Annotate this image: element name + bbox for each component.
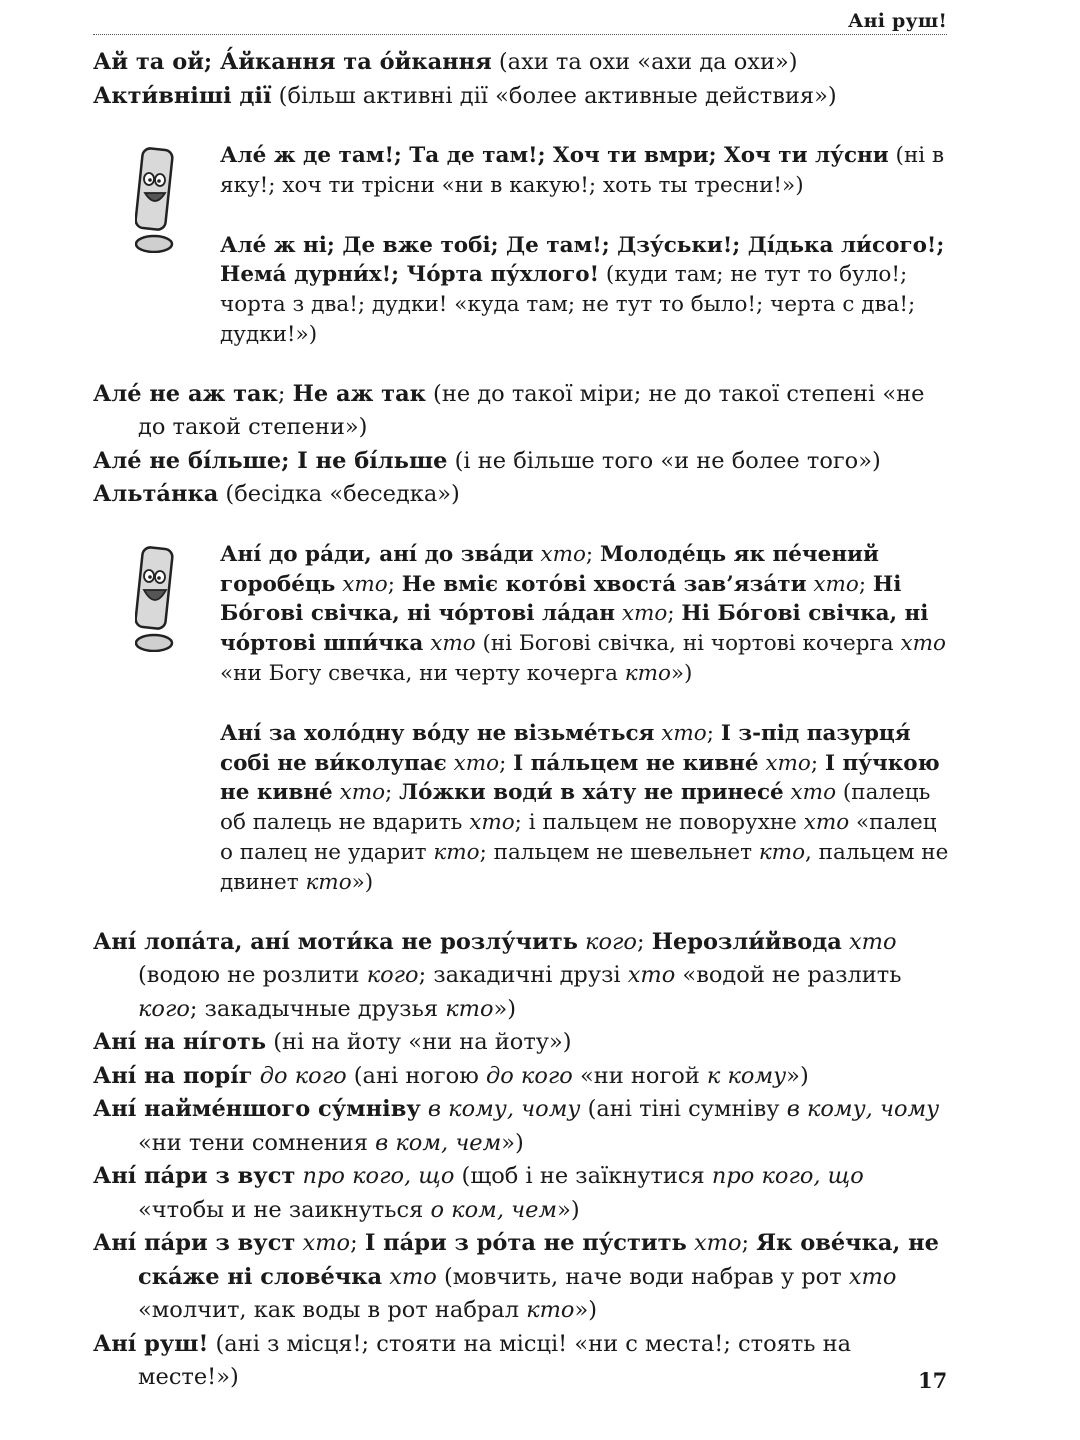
grammar-note: кого <box>366 962 419 989</box>
grammar-note: хто <box>332 780 386 806</box>
gloss-text: ; <box>706 720 721 746</box>
grammar-note: кто <box>526 1297 575 1324</box>
headword: Нерозли́йвода <box>651 928 842 955</box>
dictionary-entry <box>93 1060 955 1094</box>
callout-paragraph <box>220 540 955 689</box>
gloss-text: ; <box>636 928 652 955</box>
grammar-note: хто <box>803 810 850 836</box>
grammar-note: кого <box>577 928 637 955</box>
gloss-text: (палець об палець не вдарить <box>220 780 931 836</box>
gloss-text: «ни ногой <box>572 1062 707 1089</box>
dictionary-entry <box>93 478 955 512</box>
gloss-text: (ні Богові свічка, ні чортові кочерга <box>475 631 901 657</box>
grammar-note: хто <box>615 601 668 627</box>
entries-mid <box>93 378 955 512</box>
gloss-text: ») <box>351 869 374 895</box>
entries-top <box>93 46 955 113</box>
headword: Але́ ж де там!; Та де там!; Хоч ти вмри; Хоч ти лу́сни <box>220 143 889 168</box>
page-number: 17 <box>918 1368 948 1393</box>
grammar-note: хто <box>295 1230 351 1257</box>
gloss-text: ») <box>501 1129 524 1156</box>
gloss-text: «палец о палец не ударит <box>220 810 937 865</box>
headword: Не аж так <box>292 380 426 407</box>
gloss-text: ; закадичні друзі <box>418 962 628 989</box>
grammar-note: в кому, чому <box>786 1096 940 1123</box>
dictionary-entry <box>93 1227 955 1328</box>
gloss-text: (ані ногою <box>346 1062 486 1089</box>
headword: Ані́ на ні́готь <box>93 1029 267 1056</box>
exclamation-mascot-icon <box>135 147 185 253</box>
grammar-note: в кому, чому <box>420 1096 581 1123</box>
headword: І па́ри з ро́та не пу́стить <box>364 1230 687 1257</box>
grammar-note: хто <box>469 810 515 836</box>
grammar-note: до кого <box>252 1062 347 1089</box>
gloss-text: ; <box>387 571 402 597</box>
dictionary-entry <box>93 1328 955 1395</box>
grammar-note: кто <box>305 869 352 895</box>
entries-bottom <box>93 926 955 1395</box>
gloss-text: (ні на йоту «ни на йоту») <box>266 1029 572 1056</box>
gloss-text: ; <box>667 601 682 627</box>
gloss-text: ») <box>493 995 517 1022</box>
gloss-text: ») <box>557 1196 580 1223</box>
grammar-note: хто <box>848 1263 897 1290</box>
dictionary-entry <box>93 926 955 1027</box>
headword: Але́ ж ні; Де вже тобі; Де там!; Дзу́ськи!; Ді́дька ли́сого!; Нема́ дурни́х!; Чо́рта пу́хлого! <box>220 232 945 288</box>
gloss-text: «ни тени сомнения <box>138 1129 376 1156</box>
gloss-text: ; <box>277 380 293 407</box>
gloss-text: (мовчить, наче води набрав у рот <box>436 1263 849 1290</box>
grammar-note: хто <box>335 571 388 597</box>
headword: Ло́жки води́ в ха́ту не принесе́ <box>399 780 784 806</box>
running-title: Ані руш! <box>847 10 947 32</box>
gloss-text: «чтобы и не заикнуться <box>138 1196 431 1223</box>
grammar-note: кто <box>624 660 671 686</box>
grammar-note: про кого, що <box>295 1163 455 1190</box>
gloss-text: ; <box>810 750 825 776</box>
grammar-note: в ком, чем <box>375 1129 502 1156</box>
headword: Ані́ руш! <box>93 1330 209 1357</box>
grammar-note: хто <box>627 962 676 989</box>
callout-box-2 <box>93 540 955 898</box>
gloss-text: ; пальцем не шевельнет <box>479 839 759 865</box>
grammar-note: хто <box>446 750 500 776</box>
dictionary-entry <box>93 80 955 114</box>
grammar-note: до кого <box>485 1062 573 1089</box>
exclamation-mascot-icon <box>135 546 185 652</box>
gloss-text: (щоб і не заїкнутися <box>454 1163 712 1190</box>
gloss-text: (ані тіні сумніву <box>580 1096 787 1123</box>
gloss-text: ») <box>786 1062 809 1089</box>
dictionary-entry <box>93 378 955 445</box>
grammar-note: к кому <box>706 1062 787 1089</box>
grammar-note: хто <box>900 631 946 657</box>
dictionary-entry <box>93 46 955 80</box>
grammar-note: хто <box>654 720 707 746</box>
headword: Але́ не аж так <box>93 380 278 407</box>
headword: Ані́ найме́ншого су́мніву <box>93 1096 421 1123</box>
gloss-text: (більш активні дії «более активные действия») <box>271 82 837 109</box>
headword: Ані́ лопа́та, ані́ моти́ка не розлу́чить <box>93 928 578 955</box>
headword: Альта́нка <box>93 481 219 508</box>
gloss-text: (ні в яку!; хоч ти трісни «ни в какую!; хоть ты тресни!») <box>220 143 945 198</box>
headword: Ані́ за холо́дну во́ду не візьме́ться <box>220 720 655 746</box>
grammar-note: кто <box>445 995 494 1022</box>
headword: Ні Бо́гові свічка, ні чо́ртові ла́дан <box>220 571 902 627</box>
gloss-text: (ані з місця!; стояти на місці! «ни с места!; стоять на месте!») <box>138 1330 852 1391</box>
headword: Ані́ до ра́ди, ані́ до зва́ди <box>220 541 534 567</box>
gloss-text: ; і пальцем не поворухне <box>514 810 804 836</box>
grammar-note: о ком, чем <box>430 1196 558 1223</box>
dictionary-entry <box>93 445 955 479</box>
gloss-text: «молчит, как воды в рот набрал <box>138 1297 527 1324</box>
running-header <box>93 4 947 35</box>
gloss-text: ; <box>741 1230 757 1257</box>
gloss-text: ; <box>858 571 873 597</box>
callout-paragraph <box>220 141 955 201</box>
headword: І па́льцем не кивне́ <box>513 750 759 776</box>
grammar-note: хто <box>783 780 837 806</box>
headword: Ані́ на порі́г <box>93 1062 253 1089</box>
dictionary-entry <box>93 1093 955 1160</box>
headword: І пу́чкою не кивне́ <box>220 750 940 806</box>
gloss-text: (ахи та охи «ахи да охи») <box>491 49 798 75</box>
gloss-text: (бесідка «беседка») <box>218 481 460 508</box>
gloss-text: ») <box>574 1297 598 1324</box>
grammar-note: хто <box>423 631 476 657</box>
headword: Як ове́чка, не ска́же ні слове́чка <box>138 1230 939 1290</box>
gloss-text: (і не більше того «и не более того») <box>447 447 881 474</box>
gloss-text: «водой не разлить <box>675 962 902 989</box>
gloss-text: ; <box>499 750 514 776</box>
dictionary-body <box>93 46 955 1395</box>
gloss-text: (куди там; не тут то було!; чорта з два!; дудки! «куда там; не тут то было!; черта с два!; дудки!») <box>220 262 916 347</box>
grammar-note: кто <box>433 839 480 865</box>
headword: Ані́ па́ри з вуст <box>93 1230 296 1257</box>
grammar-note: хто <box>758 750 811 776</box>
headword: Не вміє кото́ві хвоста́ зав’яза́ти <box>401 571 807 597</box>
gloss-text: , пальцем не двинет <box>220 839 949 895</box>
gloss-text: ; закадычные друзья <box>189 995 446 1022</box>
headword: Молоде́ць як пе́чений горобе́ць <box>220 541 879 597</box>
gloss-text: ») <box>670 660 693 686</box>
headword: Ні Бо́гові свічка, ні чо́ртові шпи́чка <box>220 601 929 657</box>
grammar-note: кого <box>138 995 190 1022</box>
headword: І з-під пазурця́ собі не ви́колупає <box>220 720 911 776</box>
callout-paragraph <box>220 719 955 898</box>
dictionary-entry <box>93 1160 955 1227</box>
gloss-text: ; <box>350 1230 365 1257</box>
grammar-note: хто <box>841 928 897 955</box>
dictionary-entry <box>93 1026 955 1060</box>
headword: Акти́вніші дії <box>93 82 272 109</box>
gloss-text: ; <box>585 541 600 567</box>
grammar-note: кто <box>758 839 806 865</box>
gloss-text: ; <box>385 780 400 806</box>
grammar-note: про кого, що <box>711 1163 864 1190</box>
grammar-note: хто <box>806 571 859 597</box>
headword: Ай та ой; А́йкання та о́йкання <box>93 49 492 75</box>
grammar-note: хто <box>533 541 586 567</box>
headword: Ані́ па́ри з вуст <box>93 1163 296 1190</box>
headword: Але́ не бі́льше; І не бі́льше <box>93 447 448 474</box>
grammar-note: хто <box>686 1230 742 1257</box>
gloss-text: «ни Богу свечка, ни черту кочерга <box>220 660 625 686</box>
callout-paragraph <box>220 231 955 350</box>
callout-box-1 <box>93 141 955 350</box>
grammar-note: хто <box>382 1263 437 1290</box>
gloss-text: (водою не розлити <box>138 962 367 989</box>
gloss-text: (не до такої міри; не до такої степені «не до такой степени») <box>138 380 925 441</box>
